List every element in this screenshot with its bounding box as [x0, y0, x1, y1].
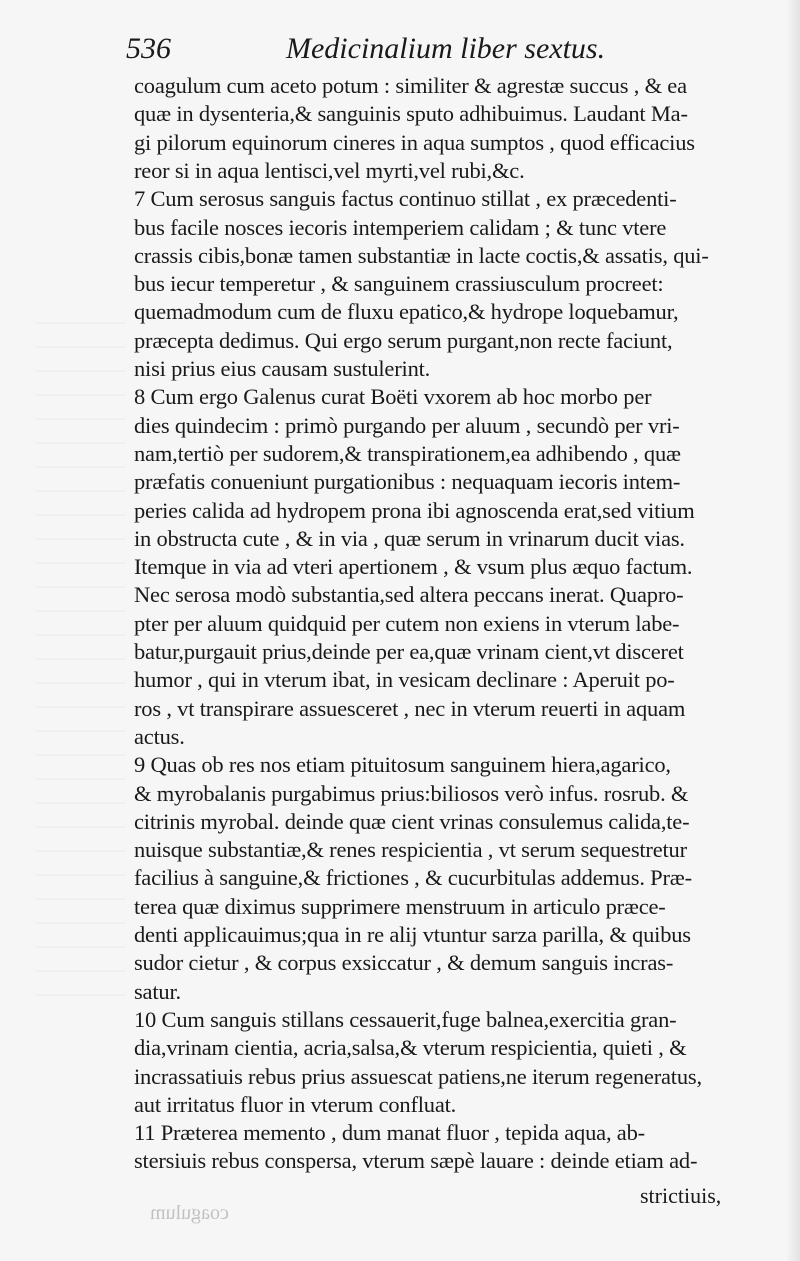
text-line: nuisque substantiæ,& renes respicientia , vt serum sequestretur: [134, 837, 687, 863]
text-line: quæ in dysenteria,& sanguinis sputo adhibuimus. Laudant Ma-: [134, 101, 688, 127]
running-head: [120, 28, 760, 72]
text-line: crassis cibis,bonæ tamen substantiæ in lacte coctis,& assatis, qui-: [134, 242, 709, 268]
text-line: & myrobalanis purgabimus prius:biliosos verò infus. rosrub. &: [134, 780, 689, 806]
text-line: dies quindecim : primò purgando per aluum , secundò per vri-: [134, 412, 680, 438]
text-line: 10 Cum sanguis stillans cessauerit,fuge balnea,exercitia gran-: [134, 1006, 677, 1032]
text-line: stersiuis rebus conspersa, vterum sæpè lauare : deinde etiam ad-: [134, 1148, 698, 1174]
page-edge-shadow: [786, 0, 800, 1261]
text-line: 11 Præterea memento , dum manat fluor , tepida aqua, ab-: [134, 1120, 645, 1146]
text-line: 8 Cum ergo Galenus curat Boëti vxorem ab hoc morbo per: [134, 384, 652, 410]
text-line: ros , vt transpirare assuesceret , nec in vterum reuerti in aquam: [134, 695, 686, 721]
text-line: Nec serosa modò substantia,sed altera peccans inerat. Quapro-: [134, 582, 684, 608]
text-line: Itemque in via ad vteri apertionem , & vsum plus æquo factum.: [134, 554, 693, 580]
text-line: actus.: [134, 723, 185, 749]
text-line: peries calida ad hydropem prona ibi agnoscenda erat,sed vitium: [134, 497, 695, 523]
text-line: bus iecur temperetur , & sanguinem crassiusculum procreet:: [134, 271, 664, 297]
text-line: præfatis conueniunt purgationibus : nequaquam iecoris intem-: [134, 469, 681, 495]
running-title: Medicinalium liber sextus.: [286, 32, 606, 65]
bleed-through-shadow: [36, 300, 126, 1000]
mirrored-bleed-text: coagulum: [150, 1202, 229, 1224]
text-line: nam,tertiò per sudorem,& transpirationem,ea adhibendo , quæ: [134, 440, 681, 466]
text-line: batur,purgauit prius,deinde per ea,quæ vrinam cient,vt disceret: [134, 639, 684, 664]
text-line: satur.: [134, 978, 181, 1004]
text-line: terea quæ diximus supprimere menstruum in articulo præce-: [134, 893, 666, 919]
text-line: citrinis myrobal. deinde quæ cient vrinas consulemus calida,te-: [134, 808, 690, 834]
text-line: incrassatiuis rebus prius assuescat patiens,ne iterum regeneratus,: [134, 1063, 702, 1089]
text-line: bus facile nosces iecoris intemperiem calidam ; & tunc vtere: [134, 214, 667, 240]
text-line: denti applicauimus;qua in re alij vtuntur sarza parilla, & quibus: [134, 922, 691, 947]
text-line: quemadmodum cum de fluxu epatico,& hydrope loquebamur,: [134, 299, 679, 325]
text-line: reor si in aqua lentisci,vel myrti,vel rubi,&c.: [134, 157, 525, 183]
text-line: humor , qui in vterum ibat, in vesicam declinare : Aperuit po-: [134, 667, 675, 693]
text-line: sudor cietur , & corpus exsiccatur , & demum sanguis incras-: [134, 950, 674, 976]
page-number: 536: [126, 32, 171, 65]
body-text: [134, 72, 764, 1232]
text-line: gi pilorum equinorum cineres in aqua sumptos , quod efficacius: [134, 129, 695, 155]
text-line: facilius à sanguine,& frictiones , & cucurbitulas addemus. Præ-: [134, 865, 692, 891]
text-line: 9 Quas ob res nos etiam pituitosum sanguinem hiera,agarico,: [134, 752, 671, 778]
text-line: in obstructa cute , & in via , quæ serum in vrinarum ducit vias.: [134, 525, 685, 551]
text-line: aut irritatus fluor in vterum confluat.: [134, 1091, 457, 1117]
text-line: dia,vrinam cientia, acria,salsa,& vterum respicientia, quieti , &: [134, 1035, 687, 1061]
text-line: præcepta dedimus. Qui ergo serum purgant,non recte faciunt,: [134, 327, 673, 353]
text-line: coagulum cum aceto potum : similiter & agrestæ succus , & ea: [134, 73, 687, 98]
text-line: nisi prius eius causam sustulerint.: [134, 356, 431, 381]
text-line: pter per aluum quidquid per cutem non exiens in vterum labe-: [134, 610, 680, 636]
text-line: 7 Cum serosus sanguis factus continuo stillat , ex præcedenti-: [134, 186, 677, 212]
catchword: strictiuis,: [640, 1183, 722, 1208]
